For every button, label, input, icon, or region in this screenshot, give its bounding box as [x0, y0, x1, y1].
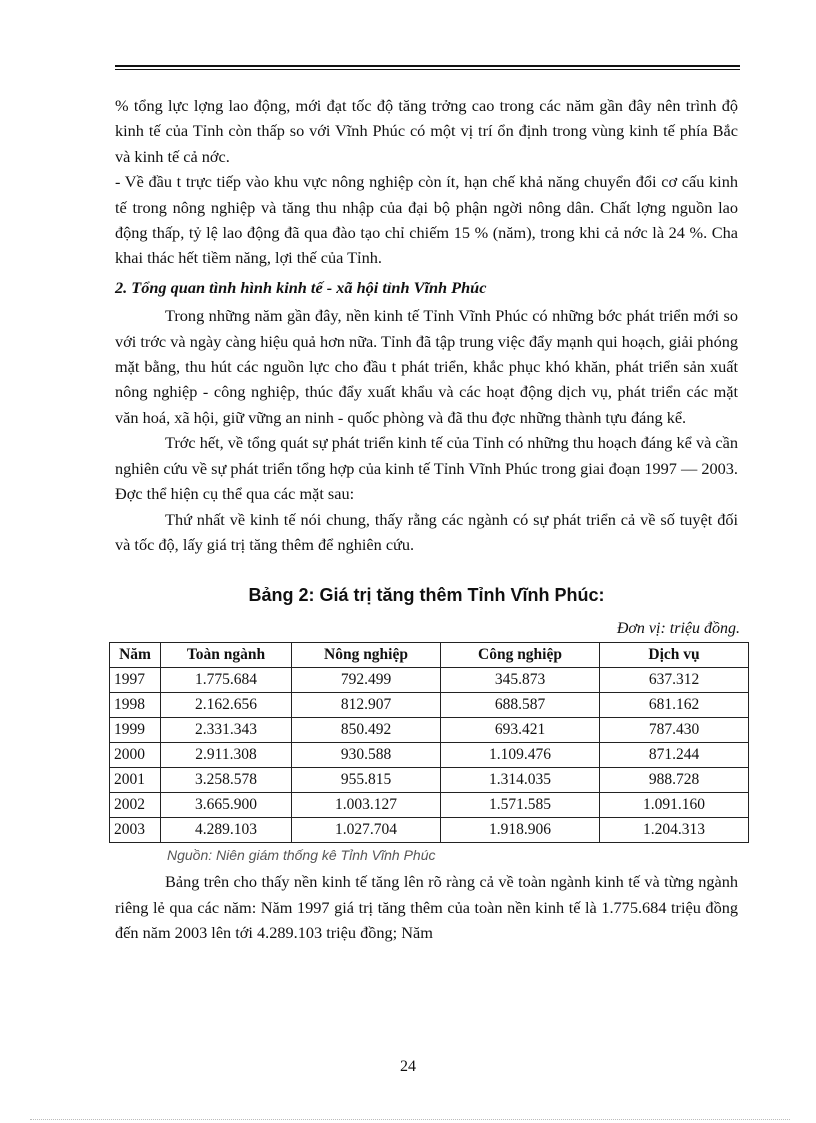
cell-agriculture: 1.003.127: [292, 793, 441, 818]
cell-services: 1.091.160: [600, 793, 749, 818]
header-industry: Công nghiệp: [441, 643, 600, 668]
table-row: [110, 718, 749, 743]
table-row: [110, 818, 749, 843]
cell-services: 1.204.313: [600, 818, 749, 843]
cell-year: 1997: [110, 668, 161, 693]
cell-industry: 688.587: [441, 693, 600, 718]
table-row: [110, 743, 749, 768]
cell-agriculture: 955.815: [292, 768, 441, 793]
table-unit: Đơn vị: triệu đồng.: [616, 620, 740, 638]
cell-total: 2.162.656: [161, 693, 292, 718]
cell-total: 1.775.684: [161, 668, 292, 693]
cell-year: 2003: [110, 818, 161, 843]
header-services: Dịch vụ: [600, 643, 749, 668]
cell-agriculture: 1.027.704: [292, 818, 441, 843]
intro-paragraph-2: - Về đầu t trực tiếp vào khu vực nông nghiệp còn ít, hạn chế khả năng chuyển đổi cơ cấu kinh tế trong nông nghiệp và tăng thu nhập của đại bộ phận ngời nông dân. Chất lợng nguồn lao động thấp, tỷ lệ lao động đã qua đào tạo chỉ chiếm 15 % (năm), trong khi cả nớc là 24 %. Cha khai thác hết tiềm năng, lợi thế của Tỉnh.: [115, 172, 738, 268]
cell-agriculture: 792.499: [292, 668, 441, 693]
cell-industry: 1.571.585: [441, 793, 600, 818]
cell-services: 871.244: [600, 743, 749, 768]
cell-agriculture: 930.588: [292, 743, 441, 768]
page-number: 24: [400, 1058, 416, 1075]
table-row: [110, 668, 749, 693]
cell-year: 2000: [110, 743, 161, 768]
cell-total: 3.258.578: [161, 768, 292, 793]
table-title: Bảng 2: Giá trị tăng thêm Tỉnh Vĩnh Phúc:: [248, 585, 605, 606]
cell-total: 3.665.900: [161, 793, 292, 818]
table-row: [110, 793, 749, 818]
page-content: [115, 93, 738, 946]
header-agriculture: Nông nghiệp: [292, 643, 441, 668]
cell-total: 2.911.308: [161, 743, 292, 768]
header-rule-thick: [115, 65, 740, 67]
table-row: [110, 693, 749, 718]
cell-year: 2002: [110, 793, 161, 818]
cell-agriculture: 812.907: [292, 693, 441, 718]
cell-year: 1998: [110, 693, 161, 718]
header-year: Năm: [110, 643, 161, 668]
cell-industry: 693.421: [441, 718, 600, 743]
header-total: Toàn ngành: [161, 643, 292, 668]
cell-services: 988.728: [600, 768, 749, 793]
cell-year: 2001: [110, 768, 161, 793]
section-heading: 2. Tổng quan tình hình kinh tế - xã hội tỉnh Vĩnh Phúc: [115, 277, 487, 297]
cell-total: 4.289.103: [161, 818, 292, 843]
cell-industry: 1.314.035: [441, 768, 600, 793]
header-rule-thin: [115, 69, 740, 70]
closing-paragraph: Bảng trên cho thấy nền kinh tế tăng lên rõ ràng cả về toàn ngành kinh tế và từng ngành riêng lẻ qua các năm: Năm 1997 giá trị tăng thêm của toàn nền kinh tế là 1.775.684 triệu đồng đến năm 2003 lên tới 4.289.103 triệu đồng; Năm: [115, 872, 738, 943]
cell-year: 1999: [110, 718, 161, 743]
cell-agriculture: 850.492: [292, 718, 441, 743]
table-row: [110, 768, 749, 793]
intro-paragraph-1: % tổng lực lợng lao động, mới đạt tốc độ tăng trởng cao trong các năm gần đây nên trình độ kinh tế của Tỉnh còn thấp so với Vĩnh Phúc có một vị trí ổn định trong vùng kinh tế phía Bắc và kinh tế cả nớc.: [115, 96, 738, 166]
table-header-row: [110, 643, 749, 668]
cell-services: 637.312: [600, 668, 749, 693]
cell-industry: 1.918.906: [441, 818, 600, 843]
cell-services: 787.430: [600, 718, 749, 743]
cell-industry: 345.873: [441, 668, 600, 693]
cell-total: 2.331.343: [161, 718, 292, 743]
page-footer-dots: [30, 1119, 790, 1120]
table-source: Nguồn: Niên giám thống kê Tỉnh Vĩnh Phúc: [167, 847, 436, 864]
section-paragraph-1: Trong những năm gần đây, nền kinh tế Tỉnh Vĩnh Phúc có những bớc phát triển mới so với trớc và ngày càng hiệu quả hơn nữa. Tỉnh đã tập trung việc đẩy mạnh qui hoạch, giải phóng mặt bằng, thu hút các nguồn lực cho đầu t phát triển, khắc phục khó khăn, phát triển sản xuất nông nghiệp - công nghiệp, thúc đẩy xuất khẩu và các hoạt động dịch vụ, phát triển các mặt văn hoá, xã hội, giữ vững an ninh - quốc phòng và đã thu đợc những thành tựu đáng kể.: [115, 306, 738, 427]
section-paragraph-2: Trớc hết, về tổng quát sự phát triển kinh tế của Tỉnh có những thu hoạch đáng kể và cần nghiên cứu về sự phát triển tổng hợp của kinh tế Tỉnh Vĩnh Phúc trong giai đoạn 1997 — 2003. Đợc thể hiện cụ thể qua các mặt sau:: [115, 433, 738, 504]
section-paragraph-3: Thứ nhất về kinh tế nói chung, thấy rằng các ngành có sự phát triển cả về số tuyệt đối và tốc độ, lấy giá trị tăng thêm để nghiên cứu.: [115, 509, 738, 554]
cell-services: 681.162: [600, 693, 749, 718]
data-table: [109, 642, 749, 843]
cell-industry: 1.109.476: [441, 743, 600, 768]
